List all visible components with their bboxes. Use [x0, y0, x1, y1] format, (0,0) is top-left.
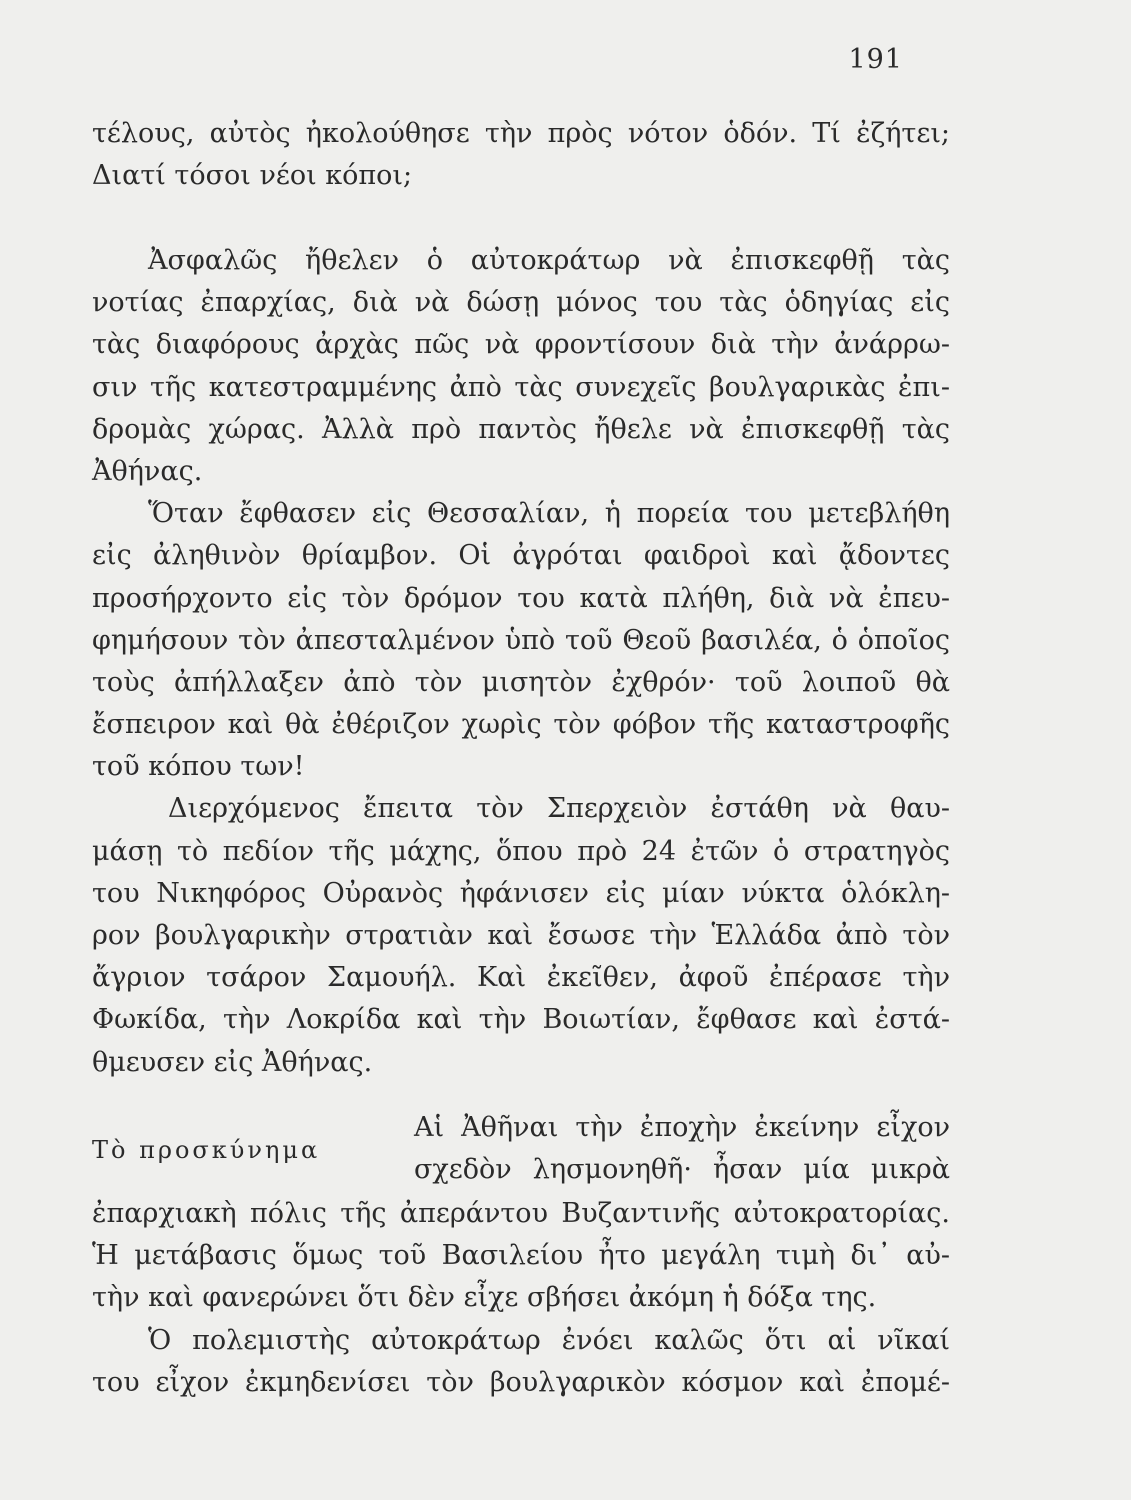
text-line: ρον βουλγαρικὴν στρατιὰν καὶ ἔσωσε τὴν Ἑλλάδα ἀπὸ τὸν: [92, 920, 950, 951]
text-line: φημήσουν τὸν ἀπεσταλμένον ὑπὸ τοῦ Θεοῦ βασιλέα, ὁ ὁποῖος: [92, 624, 950, 656]
text-line: Ὁ πολεμιστὴς αὐτοκράτωρ ἐνόει καλῶς ὅτι αἱ νῖκαί: [148, 1324, 950, 1356]
text-line: Ἡ μετάβασις ὅμως τοῦ Βασιλείου ἦτο μεγάλη τιμὴ δι᾽ αὐ-: [92, 1240, 950, 1272]
text-line: ἐπαρχιακὴ πόλις τῆς ἀπεράντου Βυζαντινῆς αὐτοκρατορίας.: [92, 1198, 950, 1229]
text-line: τέλους, αὐτὸς ἠκολούθησε τὴν πρὸς νότον ὁδόν. Τί ἐζήτει;: [92, 118, 950, 149]
text-line: ἔσπειρον καὶ θὰ ἐθέριζον χωρὶς τὸν φόβον τῆς καταστροφῆς: [92, 709, 950, 741]
paragraph-continued: [92, 113, 950, 197]
text-line: εἰς ἀληθινὸν θρίαμβον. Οἱ ἀγρόται φαιδροὶ καὶ ᾄδοντες: [92, 540, 950, 572]
text-line: νοτίας ἐπαρχίας, διὰ νὰ δώσῃ μόνος του τὰς ὁδηγίας εἰς: [92, 287, 950, 319]
text-line: τὴν καὶ φανερώνει ὅτι δὲν εἶχε σβήσει ἀκόμη ἡ δόξα της.: [92, 1282, 877, 1314]
text-line: τοὺς ἀπήλλαξεν ἀπὸ τὸν μισητὸν ἐχθρόν· τοῦ λοιποῦ θὰ: [92, 666, 950, 698]
text-line: Ἀσφαλῶς ἤθελεν ὁ αὐτοκράτωρ νὰ ἐπισκεφθῇ τὰς: [148, 245, 950, 276]
text-line: Ἀθήνας.: [92, 455, 203, 487]
text-line: ἄγριον τσάρον Σαμουήλ. Καὶ ἐκεῖθεν, ἀφοῦ ἐπέρασε τὴν: [92, 962, 950, 994]
section-with-side-heading: [92, 1107, 950, 1193]
section-paragraphs: [92, 1193, 950, 1404]
text-line: σιν τῆς κατεστραμμένης ἀπὸ τὰς συνεχεῖς βουλγαρικὰς ἐπι-: [92, 371, 950, 403]
text-line: προσήρχοντο εἰς τὸν δρόμον του κατὰ πλήθη, διὰ νὰ ἐπευ-: [92, 582, 950, 614]
main-paragraphs: [92, 240, 950, 1084]
section-heading: Τὸ προσκύνημα: [92, 1136, 321, 1164]
text-line: τοῦ κόπου των!: [92, 751, 305, 783]
text-line: Διατί τόσοι νέοι κόποι;: [92, 160, 413, 192]
side-text: [414, 1107, 950, 1191]
text-line: του εἶχον ἐκμηδενίσει τὸν βουλγαρικὸν κόσμον καὶ ἐπομέ-: [92, 1366, 950, 1398]
text-line: σχεδὸν λησμονηθῆ· ἦσαν μία μικρὰ: [414, 1154, 950, 1186]
text-line: Φωκίδα, τὴν Λοκρίδα καὶ τὴν Βοιωτίαν, ἔφθασε καὶ ἐστά-: [92, 1004, 950, 1036]
text-line: μάσῃ τὸ πεδίον τῆς μάχης, ὅπου πρὸ 24 ἐτῶν ὁ στρατηγὸς: [92, 835, 950, 867]
text-line: θμευσεν εἰς Ἀθήνας.: [92, 1046, 373, 1078]
text-line: Διερχόμενος ἔπειτα τὸν Σπερχειὸν ἐστάθη νὰ θαυ-: [168, 793, 950, 825]
text-line: τὰς διαφόρους ἀρχὰς πῶς νὰ φροντίσουν διὰ τὴν ἀνάρρω-: [92, 329, 950, 361]
page-number: 191: [848, 44, 903, 75]
text-line: του Νικηφόρος Οὐρανὸς ἠφάνισεν εἰς μίαν νύκτα ὁλόκλη-: [92, 877, 950, 909]
text-line: Αἱ Ἀθῆναι τὴν ἐποχὴν ἐκείνην εἶχον: [414, 1112, 950, 1143]
text-line: δρομὰς χώρας. Ἀλλὰ πρὸ παντὸς ἤθελε νὰ ἐπισκεφθῇ τὰς: [92, 413, 950, 445]
text-line: Ὅταν ἔφθασεν εἰς Θεσσαλίαν, ἡ πορεία του μετεβλήθη: [148, 498, 950, 530]
